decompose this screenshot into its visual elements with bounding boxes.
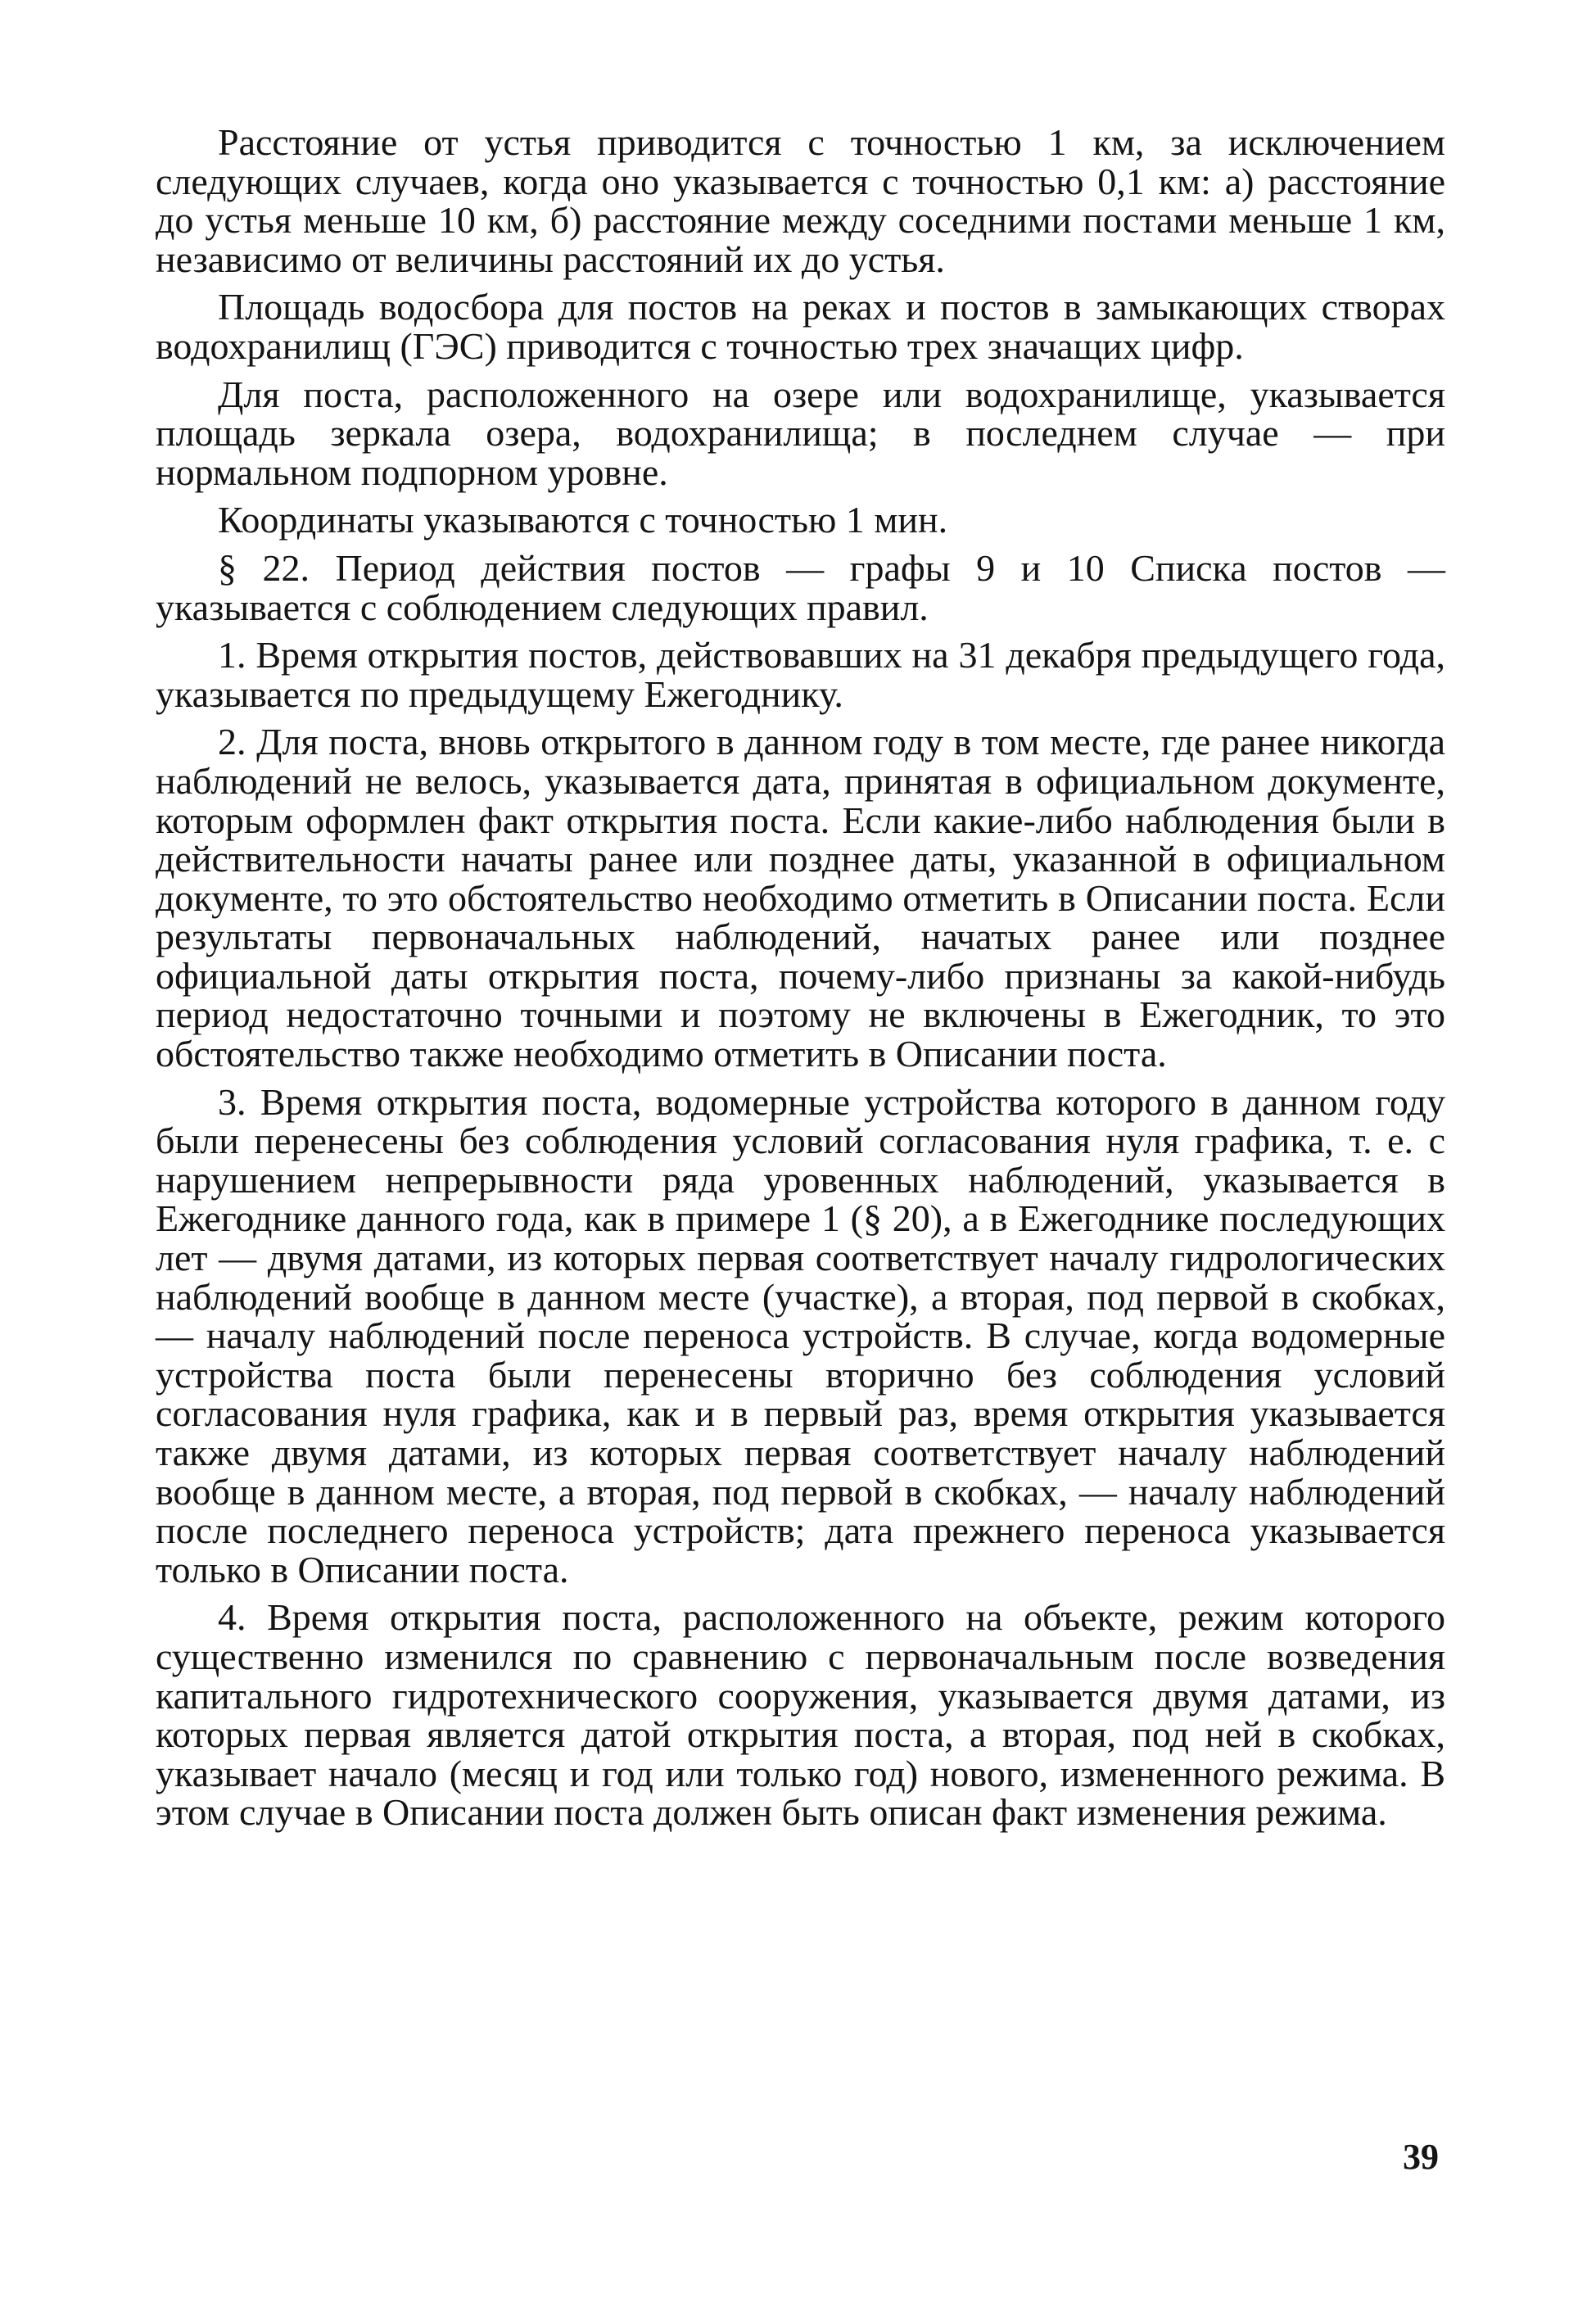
paragraph-lake-surface-area: Для поста, расположенного на озере или водохранилище, указывается площадь зеркала озера, водохранилища; в последнем случае — при нормальном подпорном уровне. (156, 373, 1445, 493)
paragraph-coordinates: Координаты указываются с точностью 1 мин. (218, 499, 948, 541)
paragraph-rule-4: 4. Время открытия поста, расположенного на объекте, режим которого существенно изменился по сравнению с первоначальным после возведения капитального гидротехнического сооружения, указывается двумя датами, из которых первая является датой открытия поста, а вторая, под ней в скобках, указывает начало (месяц и год или только год) нового, измененного режима. В этом случае в Описании поста должен быть описан факт изменения режима. (156, 1596, 1445, 1834)
document-body (156, 123, 1445, 1832)
paragraph-section-22: § 22. Период действия постов — графы 9 и 10 Списка постов — указывается с соблюдением следующих правил. (156, 546, 1445, 628)
page-number: 39 (1403, 2137, 1439, 2177)
paragraph-rule-2: 2. Для поста, вновь открытого в данном году в том месте, где ранее никогда наблюдений не велось, указывается дата, принятая в официальном документе, которым оформлен факт открытия поста. Если какие-либо наблюдения были в действительности начаты ранее или позднее даты, указанной в официальном документе, то это обстоятельство необходимо отметить в Описании поста. Если результаты первоначальных наблюдений, начатых ранее или позднее официальной даты открытия поста, почему-либо признаны за какой-нибудь период недостаточно точными и поэтому не включены в Ежегодник, то это обстоятельство также необходимо отметить в Описании поста. (156, 721, 1445, 1075)
paragraph-catchment-area: Площадь водосбора для постов на реках и постов в замыкающих створах водохранилищ (ГЭС) приводится с точностью трех значащих цифр. (156, 286, 1445, 367)
paragraph-rule-3: 3. Время открытия поста, водомерные устройства которого в данном году были перенесены без соблюдения условий согласования нуля графика, т. е. с нарушением непрерывности ряда уровенных наблюдений, указывается в Ежегоднике данного года, как в примере 1 (§ 20), а в Ежегоднике последующих лет — двумя датами, из которых первая соответствует началу гидрологических наблюдений вообще в данном месте (участке), а вторая, под первой в скобках, — началу наблюдений после переноса устройств. В случае, когда водомерные устройства поста были перенесены вторично без соблюдения условий согласования нуля графика, как и в первый раз, время открытия указывается также двумя датами, из которых первая соответствует началу наблюдений вообще в данном месте, а вторая, под первой в скобках, — началу наблюдений после последнего переноса устройств; дата прежнего переноса указывается только в Описании поста. (156, 1080, 1445, 1590)
paragraph-rule-1: 1. Время открытия постов, действовавших на 31 декабря предыдущего года, указывается по предыдущему Ежегоднику. (156, 634, 1445, 715)
paragraph-distance-from-mouth: Расстояние от устья приводится с точностью 1 км, за исключением следующих случаев, когда оно указывается с точностью 0,1 км: а) расстояние до устья меньше 10 км, б) расстояние между соседними постами меньше 1 км, независимо от величины расстояний их до устья. (156, 121, 1445, 280)
